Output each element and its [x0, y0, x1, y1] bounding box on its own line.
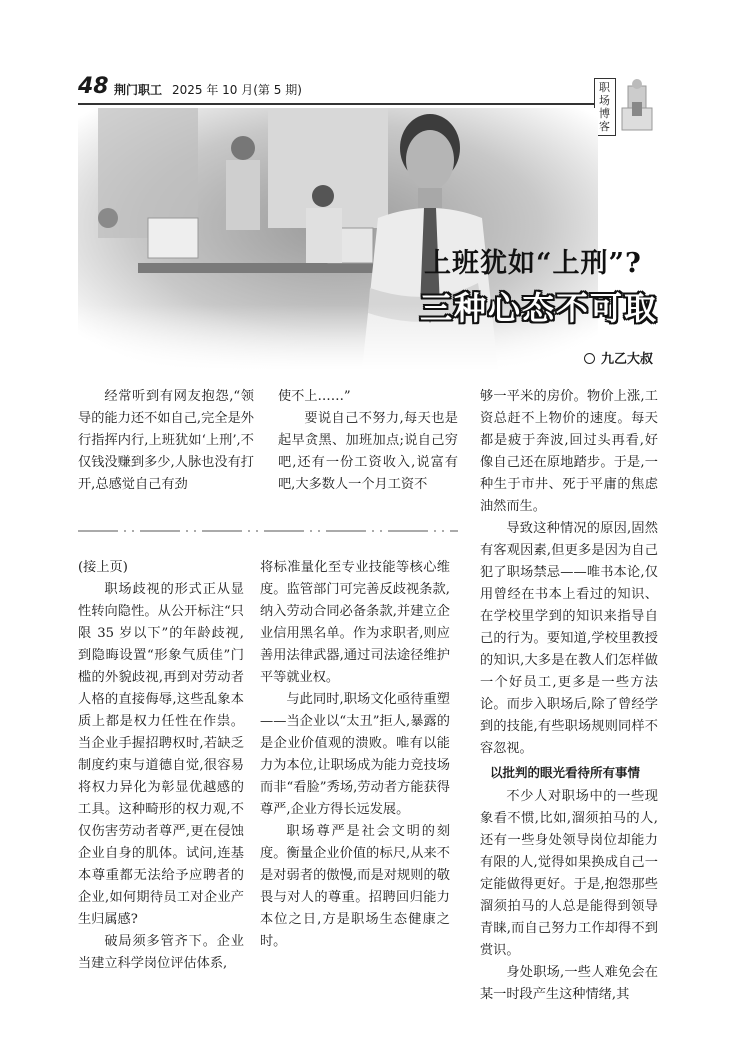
author-byline: [584, 348, 653, 367]
column-badge-illustration: [616, 78, 656, 134]
paragraph: 职场尊严是社会文明的刻度。衡量企业价值的标尺,从来不是对弱者的傲慢,而是对规则的敬畏与对人的尊重。招聘回归能力本位之日,方是职场生态健康之时。: [260, 824, 450, 949]
issue-date: 2025 年 10 月(第 5 期): [172, 83, 302, 97]
paragraph: 经常听到有网友抱怨,“领导的能力还不如自己,完全是外行指挥内行,上班犹如‘上刑’,不仅钱没赚到多少,人脉也没有打开,总感觉自己有劲: [78, 389, 254, 492]
page-number: 48: [78, 74, 109, 99]
section-divider: [78, 527, 458, 535]
section-subheading: 以批判的眼光看待所有事情: [490, 765, 641, 780]
paragraph: 破局须多管齐下。企业当建立科学岗位评估体系,: [78, 934, 244, 971]
paragraph: 身处职场,一些人难免会在某一时段产生这种情绪,其: [480, 965, 658, 1002]
continued-label: (接上页): [78, 560, 128, 575]
paragraph: 职场歧视的形式正从显性转向隐性。从公开标注“只限 35 岁以下”的年龄歧视,到隐晦设置“形象气质佳”门槛的外貌歧视,再到对劳动者人格的直接侮辱,这些乱象本质上都是权力任性在作祟。当企业手握招聘权时,若缺乏制度约束与道德自觉,很容易将权力异化为彰显优越感的工具。这种畸形的权力观,不仅伤害劳动者尊严,更在侵蚀企业自身的肌体。试问,连基本尊重都无法给予应聘者的企业,如何期待员工对企业产生归属感?: [78, 582, 244, 927]
paragraph-continuation: 将标准量化至专业技能等核心维度。监管部门可完善反歧视条款,纳入劳动合同必备条款,并建立企业信用黑名单。作为求职者,则应善用法律武器,通过司法途径维护平等就业权。: [260, 560, 450, 685]
article-title-line2: 三种心态不可取: [420, 289, 659, 327]
header-rule: [78, 103, 598, 105]
paragraph-continuation: 使不上……”: [278, 389, 351, 404]
column-label: 职场博客: [594, 78, 616, 136]
paragraph-continuation: 够一平米的房价。物价上涨,工资总赶不上物价的速度。每天都是疲于奔波,回过头再看,好像自己还在原地踏步。于是,一种生于市井、死于平庸的焦虑油然而生。: [480, 389, 658, 514]
magazine-name: 荆门职工: [114, 83, 163, 97]
paragraph: 要说自己不努力,每天也是起早贪黑、加班加点;说自己穷吧,还有一份工资收入,说富有吧,大多数人一个月工资不: [278, 411, 458, 492]
article-column-1: [78, 386, 254, 496]
hero-photo: [78, 108, 598, 370]
continued-column-2: [260, 557, 450, 953]
article-title-line1: 上班犹如“上刑”?: [424, 248, 642, 279]
article-column-2: [278, 386, 458, 496]
continued-column-1: [78, 557, 244, 975]
paragraph: 不少人对职场中的一些现象看不惯,比如,溜须拍马的人,还有一些身处领导岗位却能力有限的人,觉得如果换成自己一定能做得更好。于是,抱怨那些溜须拍马的人总是能得到领导青睐,而自己努力工作却得不到赏识。: [480, 789, 658, 958]
paragraph: 与此同时,职场文化亟待重塑——当企业以“太丑”拒人,暴露的是企业价值观的溃败。唯有以能力为本位,让职场成为能力竞技场而非“看脸”秀场,劳动者方能获得尊严,企业方得长远发展。: [260, 692, 450, 817]
article-column-3: [480, 386, 658, 1006]
author-name: 九乙大叔: [601, 352, 654, 367]
column-badge: [594, 78, 656, 138]
paragraph: 导致这种情况的原因,固然有客观因素,但更多是因为自己犯了职场禁忌——唯书本论,仅用曾经在书本上看过的知识、在学校里学到的知识来指导自己的行为。要知道,学校里教授的知识,大多是在教人们怎样做一个好员工,更多是一些方法论。而步入职场后,除了曾经学到的技能,有些职场规则同样不容忽视。: [480, 521, 658, 756]
byline-circle-icon: [584, 353, 595, 364]
page-header: [78, 76, 608, 102]
